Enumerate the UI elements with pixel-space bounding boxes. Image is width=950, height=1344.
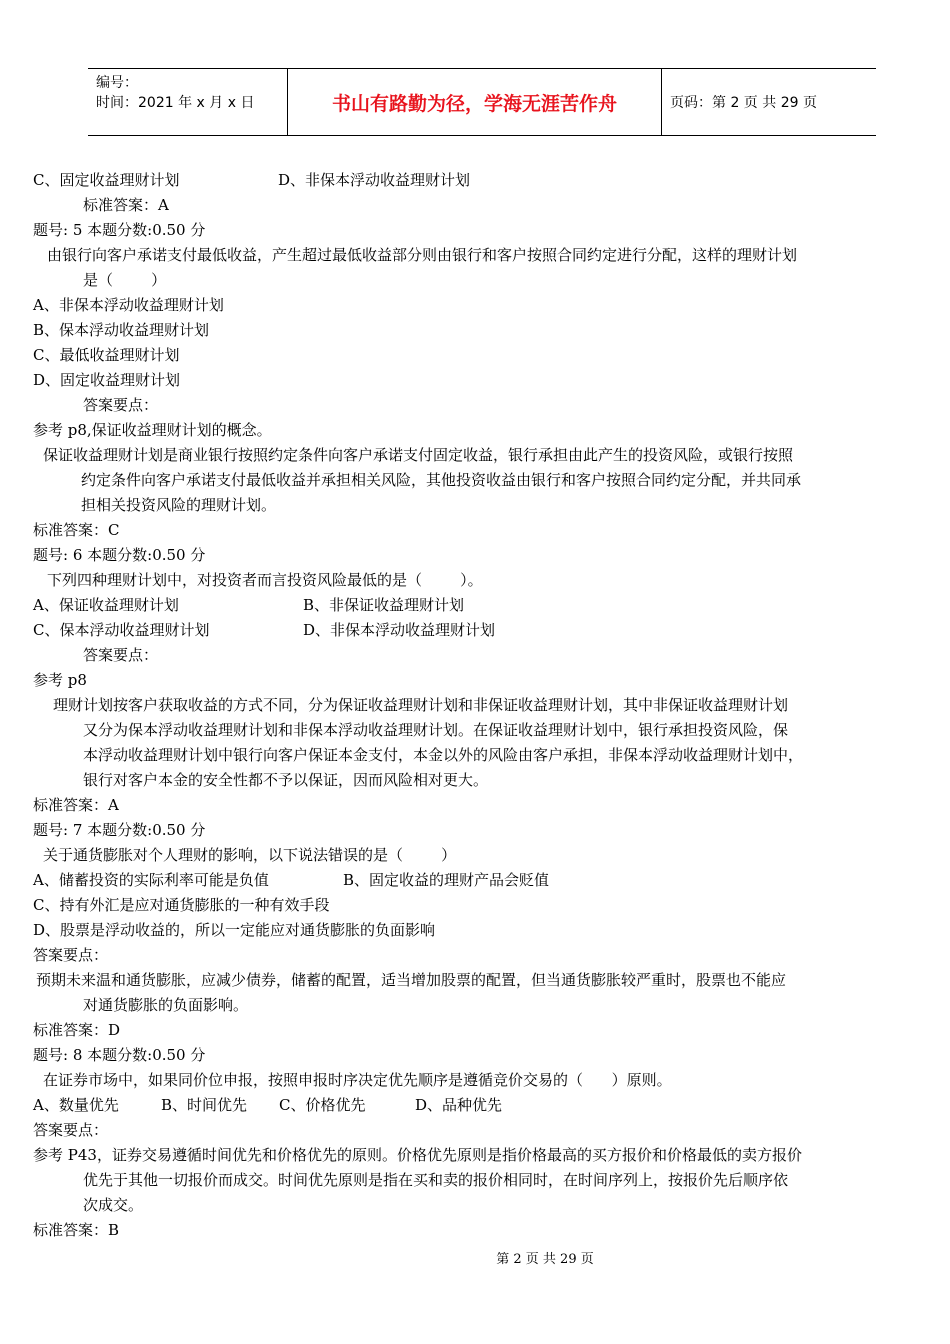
q8-head: 题号: 8 本题分数:0.50 分 [33, 1046, 206, 1064]
q5-option-b: B、保本浮动收益理财计划 [33, 321, 210, 339]
q6-option-d: D、非保本浮动收益理财计划 [303, 621, 496, 639]
q8-explanation: 参考 P43，证券交易遵循时间优先和价格优先的原则。价格优先原则是指价格最高的买方报价和价格最低的卖方报价 [33, 1146, 802, 1164]
page-header [88, 68, 876, 136]
q6-explanation-cont: 本浮动收益理财计划中银行向客户保证本金支付，本金以外的风险由客户承担，非保本浮动收益理财计划中， [83, 746, 804, 764]
q5-explanation-cont: 约定条件向客户承诺支付最低收益并承担相关风险，其他投资收益由银行和客户按照合同约定分配，并共同承 [81, 471, 802, 489]
q5-stem-cont: 是（ ） [83, 271, 167, 289]
q6-reference: 参考 p8 [33, 671, 87, 689]
q5-option-c: C、最低收益理财计划 [33, 346, 180, 364]
header-page-label: 页码：第 2 页 共 29 页 [670, 95, 817, 111]
q8-answer: 标准答案：B [33, 1221, 120, 1239]
document-body [33, 168, 893, 1243]
q7-explanation: 预期未来温和通货膨胀，应减少债券，储蓄的配置，适当增加股票的配置，但当通货膨胀较严重时，股票也不能应 [36, 971, 787, 989]
q6-explanation-cont: 又分为保本浮动收益理财计划和非保本浮动收益理财计划。在保证收益理财计划中，银行承担投资风险，保 [83, 721, 789, 739]
q7-answer: 标准答案：D [33, 1021, 121, 1039]
q5-explanation-cont: 担相关投资风险的理财计划。 [81, 496, 277, 514]
q7-key-label: 答案要点： [33, 946, 109, 964]
q6-key-label: 答案要点： [83, 646, 159, 664]
q6-answer: 标准答案：A [33, 796, 119, 814]
q6-options-ab [33, 593, 893, 618]
q6-head: 题号: 6 本题分数:0.50 分 [33, 546, 206, 564]
q8-option-b: B、时间优先 [161, 1096, 248, 1114]
q5-reference: 参考 p8,保证收益理财计划的概念。 [33, 421, 272, 439]
q5-head: 题号: 5 本题分数:0.50 分 [33, 221, 206, 239]
q5-answer: 标准答案：C [33, 521, 120, 539]
q7-option-b: B、固定收益的理财产品会贬值 [343, 871, 550, 889]
q8-options [33, 1093, 893, 1118]
q6-option-b: B、非保证收益理财计划 [303, 596, 465, 614]
q8-explanation-cont: 次成交。 [83, 1196, 144, 1214]
q8-option-c: C、价格优先 [279, 1096, 366, 1114]
q7-stem: 关于通货膨胀对个人理财的影响，以下说法错误的是（ ） [43, 846, 457, 864]
q4-options-cd [33, 168, 893, 193]
q8-key-label: 答案要点： [33, 1121, 109, 1139]
q4-option-c: C、固定收益理财计划 [33, 171, 180, 189]
time-label: 时间：2021 年 x 月 x 日 [96, 95, 255, 111]
q7-option-c: C、持有外汇是应对通货膨胀的一种有效手段 [33, 896, 330, 914]
q5-explanation: 保证收益理财计划是商业银行按照约定条件向客户承诺支付固定收益，银行承担由此产生的投资风险，或银行按照 [43, 446, 794, 464]
q8-explanation-cont: 优先于其他一切报价而成交。时间优先原则是指在买和卖的报价相同时，在时间序列上，按报价先后顺序依 [83, 1171, 789, 1189]
q5-option-d: D、固定收益理财计划 [33, 371, 181, 389]
q5-stem: 由银行向客户承诺支付最低收益，产生超过最低收益部分则由银行和客户按照合同约定进行分配，这样的理财计划 [47, 246, 798, 264]
q7-option-a: A、储蓄投资的实际利率可能是负值 [33, 871, 269, 889]
header-meta [88, 69, 288, 135]
q4-option-d: D、非保本浮动收益理财计划 [278, 171, 471, 189]
q6-options-cd [33, 618, 893, 643]
q6-explanation-cont: 银行对客户本金的安全性都不予以保证，因而风险相对更大。 [83, 771, 489, 789]
q7-options-ab [33, 868, 893, 893]
q8-stem: 在证券市场中，如果同价位申报，按照申报时序决定优先顺序是遵循竞价交易的（ ）原则。 [43, 1071, 672, 1089]
number-label: 编号： [96, 75, 138, 91]
q6-option-a: A、保证收益理财计划 [33, 596, 179, 614]
q6-option-c: C、保本浮动收益理财计划 [33, 621, 210, 639]
q7-explanation-cont: 对通货膨胀的负面影响。 [83, 996, 249, 1014]
q8-option-d: D、品种优先 [415, 1096, 503, 1114]
q6-explanation: 理财计划按客户获取收益的方式不同，分为保证收益理财计划和非保证收益理财计划，其中非保证收益理财计划 [53, 696, 789, 714]
q6-stem: 下列四种理财计划中，对投资者而言投资风险最低的是（ ）。 [47, 571, 483, 589]
q5-option-a: A、非保本浮动收益理财计划 [33, 296, 224, 314]
q7-head: 题号: 7 本题分数:0.50 分 [33, 821, 206, 839]
page-footer: 第 2 页 共 29 页 [496, 1252, 594, 1267]
q4-answer: 标准答案：A [83, 196, 169, 214]
header-motto: 书山有路勤为径，学海无涯苦作舟 [288, 69, 662, 135]
q8-option-a: A、数量优先 [33, 1096, 119, 1114]
q5-key-label: 答案要点： [83, 396, 159, 414]
q7-option-d: D、股票是浮动收益的，所以一定能应对通货膨胀的负面影响 [33, 921, 436, 939]
